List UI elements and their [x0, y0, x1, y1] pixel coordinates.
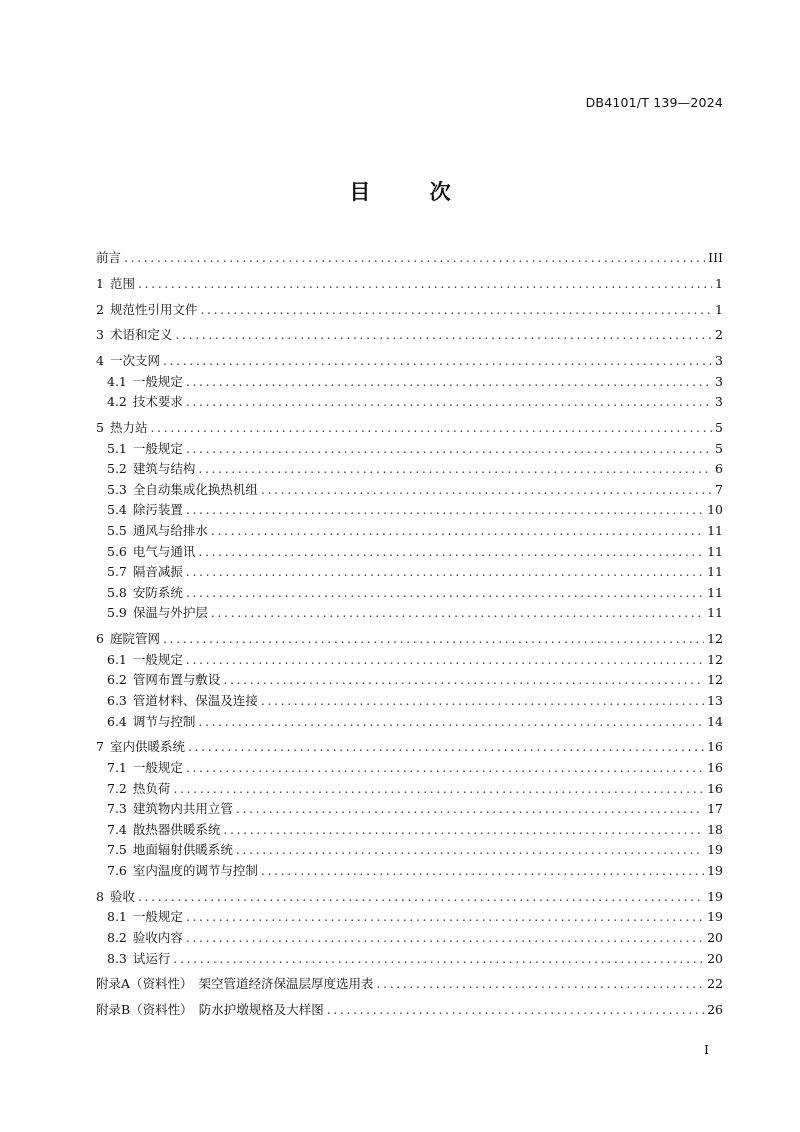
toc-page: 26: [707, 1002, 723, 1018]
toc-entry-8-1[interactable]: [96, 907, 723, 928]
toc-page: 2: [715, 327, 723, 343]
toc-label: [96, 928, 183, 949]
toc-label-text: 保温与外护层: [132, 605, 208, 621]
table-of-contents: [96, 248, 723, 1021]
toc-entry-7-5[interactable]: [96, 840, 723, 861]
toc-entry-foreword[interactable]: [96, 248, 723, 269]
toc-number: 5: [96, 420, 104, 436]
toc-entry-3[interactable]: [96, 325, 723, 346]
toc-entry-appendix-b[interactable]: [96, 1000, 723, 1021]
toc-number: 6.4: [107, 713, 127, 729]
toc-entry-appendix-a[interactable]: [96, 974, 723, 995]
toc-number: 4.2: [107, 394, 127, 410]
toc-entry-5-4[interactable]: [96, 500, 723, 521]
toc-page: 1: [715, 301, 723, 317]
toc-entry-5-8[interactable]: [96, 583, 723, 604]
toc-leader-dots: [198, 542, 704, 563]
toc-label: [96, 861, 258, 882]
toc-label-text: 范围: [109, 275, 135, 291]
toc-page: 16: [707, 780, 723, 796]
toc-label: [96, 500, 183, 521]
toc-page: 6: [715, 461, 723, 477]
toc-page: 17: [707, 801, 723, 817]
toc-label-text: 验收: [109, 888, 135, 904]
toc-number: 5.6: [107, 543, 127, 559]
toc-number: 5.5: [107, 523, 127, 539]
toc-entry-8-2[interactable]: [96, 928, 723, 949]
toc-entry-6-4[interactable]: [96, 712, 723, 733]
toc-leader-dots: [377, 974, 705, 995]
toc-label: [96, 603, 208, 624]
toc-label: [96, 372, 183, 393]
toc-number: 4: [96, 353, 104, 369]
toc-page: 3: [715, 373, 723, 389]
toc-page: 19: [707, 909, 723, 925]
toc-entry-7-2[interactable]: [96, 779, 723, 800]
toc-label: [96, 691, 258, 712]
toc-leader-dots: [186, 500, 704, 521]
toc-leader-dots: [236, 799, 704, 820]
toc-label-text: 全自动集成化换热机组: [132, 481, 258, 497]
title-char-2: 次: [429, 180, 451, 204]
toc-label: [96, 459, 195, 480]
toc-entry-7-4[interactable]: [96, 820, 723, 841]
toc-page: 11: [707, 564, 723, 580]
toc-label-text: 热负荷: [132, 780, 171, 796]
toc-entry-5-7[interactable]: [96, 562, 723, 583]
toc-label-text: 一般规定: [132, 651, 183, 667]
toc-number: 7.2: [107, 780, 127, 796]
toc-number: 5.7: [107, 564, 127, 580]
toc-label-text: 通风与给排水: [132, 523, 208, 539]
toc-label: [96, 325, 172, 346]
toc-label-text: 技术要求: [132, 394, 183, 410]
toc-entry-5-2[interactable]: [96, 459, 723, 480]
toc-entry-7-3[interactable]: [96, 799, 723, 820]
toc-leader-dots: [261, 861, 704, 882]
toc-leader-dots: [175, 325, 712, 346]
toc-entry-5[interactable]: [96, 418, 723, 439]
toc-leader-dots: [198, 712, 704, 733]
toc-entry-7-1[interactable]: [96, 758, 723, 779]
toc-page: 11: [707, 523, 723, 539]
toc-number: 3: [96, 327, 104, 343]
toc-page: 20: [707, 929, 723, 945]
toc-number: 8.3: [107, 950, 127, 966]
toc-leader-dots: [200, 300, 712, 321]
toc-label: [96, 392, 183, 413]
toc-label: [96, 779, 170, 800]
toc-page: 11: [707, 605, 723, 621]
toc-entry-5-6[interactable]: [96, 542, 723, 563]
toc-number: 8.1: [107, 909, 127, 925]
toc-number: 6.2: [107, 672, 127, 688]
toc-entry-6-2[interactable]: [96, 670, 723, 691]
toc-entry-5-5[interactable]: [96, 521, 723, 542]
toc-number: 5.4: [107, 502, 127, 518]
toc-page: 7: [715, 481, 723, 497]
toc-number: 6: [96, 631, 104, 647]
toc-page: 5: [715, 420, 723, 436]
toc-label-text: 架空管道经济保温层厚度选用表: [198, 976, 374, 992]
toc-label-text: 地面辐射供暖系统: [132, 842, 233, 858]
toc-leader-dots: [223, 670, 704, 691]
toc-number: 7.5: [107, 842, 127, 858]
toc-label: [96, 542, 195, 563]
toc-label-text: 室内供暖系统: [109, 739, 185, 755]
toc-label-text: 建筑物内共用立管: [132, 801, 233, 817]
toc-page: 1: [715, 275, 723, 291]
toc-label: [96, 300, 197, 321]
toc-label: [96, 650, 183, 671]
toc-number: 8: [96, 888, 104, 904]
toc-page: 19: [707, 842, 723, 858]
toc-label-text: 前言: [96, 250, 122, 265]
toc-page: 12: [707, 631, 723, 647]
toc-page: 14: [707, 713, 723, 729]
toc-label-text: 热力站: [109, 420, 148, 436]
toc-label: [96, 974, 374, 995]
document-id: DB4101/T 139—2024: [585, 95, 723, 110]
toc-label: [96, 629, 160, 650]
toc-label: [96, 670, 220, 691]
toc-number: 附录A（资料性）: [96, 976, 193, 992]
toc-label: [96, 1000, 324, 1021]
toc-label: [96, 799, 233, 820]
page-title: [0, 176, 800, 206]
toc-leader-dots: [163, 351, 712, 372]
toc-label-text: 隔音减振: [132, 564, 183, 580]
toc-label: [96, 418, 147, 439]
toc-number: 7: [96, 739, 104, 755]
title-char-1: 目: [349, 180, 371, 204]
toc-page: 3: [715, 394, 723, 410]
toc-page: 11: [707, 543, 723, 559]
toc-page: 10: [707, 502, 723, 518]
toc-entry-1[interactable]: [96, 274, 723, 295]
toc-page: 18: [707, 821, 723, 837]
toc-entry-8[interactable]: [96, 887, 723, 908]
toc-entry-6-3[interactable]: [96, 691, 723, 712]
toc-label-text: 一般规定: [132, 759, 183, 775]
toc-label-text: 一般规定: [132, 373, 183, 389]
toc-leader-dots: [261, 480, 712, 501]
toc-page: 12: [707, 651, 723, 667]
toc-label: [96, 439, 183, 460]
toc-leader-dots: [223, 820, 704, 841]
toc-page: 3: [715, 353, 723, 369]
toc-leader-dots: [261, 691, 704, 712]
toc-label: [96, 583, 183, 604]
toc-label-text: 庭院管网: [109, 631, 160, 647]
toc-label: [96, 521, 208, 542]
toc-label: [96, 758, 183, 779]
toc-label: [96, 562, 183, 583]
toc-label: [96, 737, 185, 758]
toc-entry-7-6[interactable]: [96, 861, 723, 882]
toc-page: 16: [707, 739, 723, 755]
toc-page: 16: [707, 759, 723, 775]
toc-page: 13: [707, 693, 723, 708]
toc-label-text: 一般规定: [132, 440, 183, 456]
toc-leader-dots: [211, 521, 704, 542]
toc-label-text: 规范性引用文件: [109, 301, 198, 317]
toc-number: 7.4: [107, 821, 127, 837]
toc-label: [96, 907, 183, 928]
toc-number: 5.9: [107, 605, 127, 621]
toc-page: 20: [707, 950, 723, 966]
toc-label-text: 试运行: [132, 950, 171, 966]
toc-label-text: 验收内容: [132, 929, 183, 945]
toc-number: 6.1: [107, 651, 127, 667]
toc-entry-2[interactable]: [96, 300, 723, 321]
toc-label: [96, 248, 121, 269]
toc-entry-5-3[interactable]: [96, 480, 723, 501]
toc-page: 22: [707, 976, 723, 992]
toc-label: [96, 949, 170, 970]
toc-entry-6-1[interactable]: [96, 650, 723, 671]
toc-label-text: 调节与控制: [132, 713, 196, 729]
toc-leader-dots: [163, 629, 704, 650]
toc-label: [96, 274, 135, 295]
toc-leader-dots: [188, 737, 704, 758]
toc-label-text: 一般规定: [132, 909, 183, 925]
toc-label: [96, 887, 135, 908]
toc-entry-4-2[interactable]: [96, 392, 723, 413]
toc-page: III: [708, 250, 723, 265]
toc-entry-5-9[interactable]: [96, 603, 723, 624]
toc-leader-dots: [138, 274, 712, 295]
toc-number: 8.2: [107, 929, 127, 945]
toc-leader-dots: [236, 840, 704, 861]
toc-label: [96, 351, 160, 372]
toc-number: 5.3: [107, 481, 127, 497]
toc-leader-dots: [186, 372, 712, 393]
toc-label-text: 电气与通讯: [132, 543, 196, 559]
toc-entry-5-1[interactable]: [96, 439, 723, 460]
toc-number: 2: [96, 301, 104, 317]
toc-label-text: 散热器供暖系统: [132, 821, 221, 837]
toc-number: 附录B（资料性）: [96, 1002, 193, 1018]
toc-label: [96, 840, 233, 861]
toc-leader-dots: [124, 248, 705, 269]
toc-leader-dots: [186, 758, 704, 779]
toc-number: 5.2: [107, 461, 127, 477]
toc-leader-dots: [211, 603, 704, 624]
toc-number: 1: [96, 275, 104, 291]
toc-page: 5: [715, 440, 723, 456]
toc-label-text: 管网布置与敷设: [132, 672, 221, 688]
toc-label-text: 建筑与结构: [132, 461, 196, 477]
toc-page: 11: [707, 584, 723, 600]
toc-entry-8-3[interactable]: [96, 949, 723, 970]
toc-page: 19: [707, 888, 723, 904]
toc-leader-dots: [186, 439, 712, 460]
toc-number: 4.1: [107, 373, 127, 389]
toc-number: 5.1: [107, 440, 127, 456]
toc-leader-dots: [150, 418, 712, 439]
toc-page: 12: [707, 672, 723, 688]
toc-number: 6.3: [107, 693, 127, 708]
toc-leader-dots: [173, 949, 704, 970]
toc-entry-4[interactable]: [96, 351, 723, 372]
toc-leader-dots: [198, 459, 712, 480]
page-number: I: [704, 1042, 709, 1057]
toc-label: [96, 820, 220, 841]
toc-label-text: 术语和定义: [109, 327, 173, 343]
toc-label-text: 除污装置: [132, 502, 183, 518]
toc-label-text: 一次支网: [109, 353, 160, 369]
toc-leader-dots: [186, 907, 704, 928]
toc-entry-4-1[interactable]: [96, 372, 723, 393]
toc-leader-dots: [186, 562, 704, 583]
toc-label-text: 管道材料、保温及连接: [132, 693, 258, 708]
toc-label-text: 安防系统: [132, 584, 183, 600]
toc-label: [96, 712, 195, 733]
toc-leader-dots: [173, 779, 704, 800]
toc-leader-dots: [186, 583, 704, 604]
toc-label-text: 防水护墩规格及大样图: [198, 1002, 324, 1018]
toc-number: 7.3: [107, 801, 127, 817]
toc-label: [96, 480, 258, 501]
toc-leader-dots: [186, 928, 704, 949]
toc-entry-6[interactable]: [96, 629, 723, 650]
toc-entry-7[interactable]: [96, 737, 723, 758]
toc-leader-dots: [186, 392, 712, 413]
toc-leader-dots: [138, 887, 704, 908]
toc-leader-dots: [186, 650, 704, 671]
toc-leader-dots: [327, 1000, 704, 1021]
toc-page: 19: [707, 862, 723, 878]
toc-number: 7.1: [107, 759, 127, 775]
toc-number: 7.6: [107, 862, 127, 878]
toc-label-text: 室内温度的调节与控制: [132, 862, 258, 878]
toc-number: 5.8: [107, 584, 127, 600]
